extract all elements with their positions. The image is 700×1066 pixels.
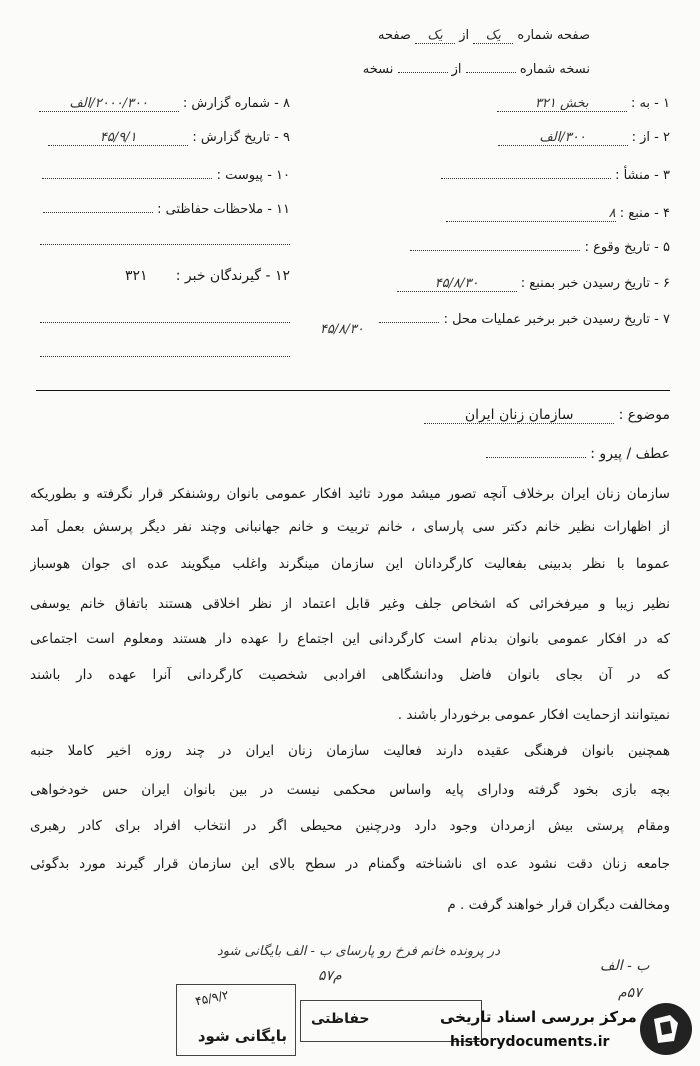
corner-number: ۵۷م bbox=[618, 985, 642, 1001]
page-suffix: صفحه bbox=[377, 28, 411, 43]
body-line: که در آن بجای بانوان فاضل ودانشگاهی افرادبی شخصیت کارگردانی آنرا عهده دار باشند bbox=[30, 667, 670, 683]
page-value: یک bbox=[473, 28, 513, 44]
security-stamp-text: حفاظتی bbox=[311, 1011, 370, 1027]
field-origin: ۳ - منشأ : bbox=[430, 168, 670, 183]
archive-stamp bbox=[176, 984, 296, 1056]
field-report-number-value: ۲۰۰۰/۳۰۰/الف bbox=[39, 96, 179, 112]
field-report-number: ۸ - شماره گزارش : ۲۰۰۰/۳۰۰/الف bbox=[30, 96, 290, 112]
field-security-notes: ۱۱ - ملاحظات حفاظتی : bbox=[30, 202, 290, 217]
copy-of: از bbox=[451, 62, 462, 77]
body-line: نمیتوانند ازحمایت افکار عمومی برخوردار باشند . bbox=[397, 707, 670, 723]
field-report-date-value: ۴۵/۹/۱ bbox=[48, 130, 188, 146]
field-source-received: ۶ - تاریخ رسیدن خبر بمنبع : ۴۵/۸/۳۰ bbox=[340, 276, 670, 292]
subject-value: سازمان زنان ایران bbox=[424, 407, 614, 424]
field-attachment: ۱۰ - پیوست : bbox=[30, 168, 290, 183]
copy-number-line bbox=[290, 62, 590, 77]
copy-suffix: نسخه bbox=[362, 62, 394, 77]
page-total: یک bbox=[415, 28, 455, 44]
subject-line bbox=[370, 407, 670, 424]
body-line: ومخالفت دیگران قرار خواهند گرفت . م bbox=[447, 897, 670, 913]
subject-label: موضوع : bbox=[618, 407, 670, 423]
body-line: سازمان زنان ایران برخلاف آنچه تصور میشد مورد تائید افکار عمومی بانوان روشنفکر قرار نگرفته و بطوریکه bbox=[30, 486, 670, 502]
body-line: جامعه زنان دقت نشود عده ای ناشناخته وگمنام در سطح بالای این سازمان قرار گیرند مورد بدگوئی bbox=[30, 856, 670, 872]
field-source-value: ۸ bbox=[446, 206, 616, 222]
blank-line bbox=[40, 244, 290, 245]
page-number-line bbox=[290, 28, 590, 44]
field-recipients: ۱۲ - گیرندگان خبر : ۳۲۱ bbox=[30, 268, 290, 284]
field-source-received-value: ۴۵/۸/۳۰ bbox=[397, 276, 517, 292]
handwritten-filing-note: در پرونده خانم فرخ رو پارسای ب - الف بایگانی شود bbox=[216, 944, 500, 959]
body-line: همچنین بانوان فرهنگی عقیده دارند فعالیت سازمان زنان ایران در چند روزه اخیر کاملا جنبه bbox=[30, 743, 670, 759]
field-from-value: ۳۰۰/الف bbox=[498, 130, 628, 146]
body-line: ومقام پرستی بیش ازمردان وجود دارد ودرچنین محیطی اگر در انتخاب افراد برای کادر رهبری bbox=[30, 818, 670, 834]
field-ops-received-value: ۴۵/۸/۳۰ bbox=[320, 322, 364, 337]
body-line: عموما با نظر بدبینی بفعالیت کارگردانان این سازمان مینگرند واغلب میگویند عده ای جوان هوسباز bbox=[30, 556, 670, 572]
field-to-value: بخش ۳۲۱ bbox=[497, 96, 627, 112]
field-to: ۱ - به : بخش ۳۲۱ bbox=[430, 96, 670, 112]
archive-logo-icon bbox=[640, 1003, 692, 1055]
blank-line bbox=[40, 356, 290, 357]
watermark-title: مرکز بررسی اسناد تاریخی bbox=[440, 1008, 637, 1026]
header-divider bbox=[36, 390, 670, 391]
body-line: که در افکار عمومی بانوان بدنام است کارگردانی این اجتماع را عهده دار هستند ومعلوم است اجتماعی bbox=[30, 631, 670, 647]
field-recipients-value: ۳۲۱ bbox=[124, 268, 148, 284]
body-line: بچه بازی بخود گرفته ودارای پایه واساس محکمی نیست در بین بانوان ایران حس خودخواهی bbox=[30, 782, 670, 798]
corner-code: ب - الف bbox=[600, 958, 650, 974]
blank-line bbox=[40, 322, 290, 323]
field-from: ۲ - از : ۳۰۰/الف bbox=[430, 130, 670, 146]
body-line: نظیر زیبا و میرفخرائی که اشخاص جلف وغیر قابل اعتماد از نظر اخلاقی هستند باتفاق خانم یوسفی bbox=[30, 596, 670, 612]
page-label: صفحه شماره bbox=[517, 28, 590, 43]
copy-label: نسخه شماره bbox=[519, 62, 590, 77]
reference-line bbox=[470, 446, 670, 462]
page-of: از bbox=[459, 28, 470, 43]
reference-label: عطف / پیرو : bbox=[590, 446, 670, 462]
watermark-url: historydocuments.ir bbox=[450, 1034, 610, 1050]
body-line: از اظهارات نظیر خانم دکتر سی پارسای ، خانم تربیت و خانم جهانبانی وچند نفر دیگر پرسش بعمل آمد bbox=[30, 519, 670, 535]
handwritten-ref: ۵۷م bbox=[318, 968, 342, 984]
date-stamp: ۴۵/۹/۲ bbox=[193, 987, 230, 1009]
field-source: ۴ - منبع : ۸ bbox=[430, 206, 670, 222]
archive-stamp-text: بایگانی شود bbox=[197, 1027, 287, 1045]
field-ops-received: ۷ - تاریخ رسیدن خبر برخبر عملیات محل : bbox=[270, 312, 670, 327]
field-report-date: ۹ - تاریخ گزارش : ۴۵/۹/۱ bbox=[30, 130, 290, 146]
field-event-date: ۵ - تاریخ وقوع : bbox=[400, 240, 670, 255]
